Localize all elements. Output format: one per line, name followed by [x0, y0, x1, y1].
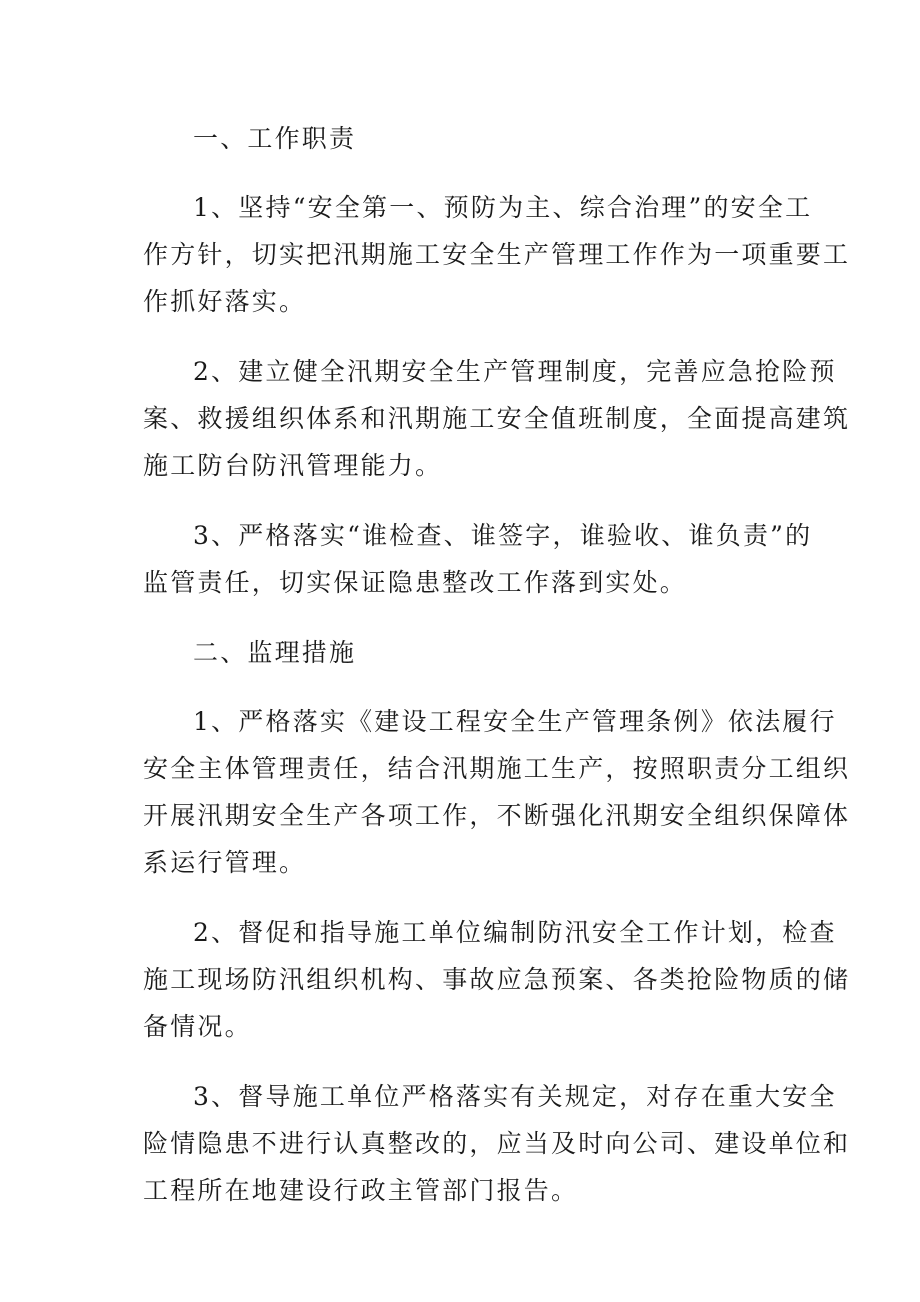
text-line: 作方针，切实把汛期施工安全生产管理工作作为一项重要工: [143, 240, 851, 269]
duty-item-2: [143, 348, 851, 489]
text-line: 案、救援组织体系和汛期施工安全值班制度，全面提高建筑: [143, 404, 851, 433]
text-line: 险情隐患不进行认真整改的，应当及时向公司、建设单位和: [143, 1129, 851, 1158]
text-line: 2、建立健全汛期安全生产管理制度，完善应急抢险预: [193, 357, 837, 386]
text-line: 系运行管理。: [143, 848, 307, 877]
text-line: 3、严格落实“谁检查、谁签字，谁验收、谁负责”的: [193, 521, 813, 550]
text-line: 作抓好落实。: [143, 287, 307, 316]
text-line: 施工现场防汛组织机构、事故应急预案、各类抢险物质的储: [143, 965, 851, 994]
measure-item-2: [143, 909, 851, 1050]
text-line: 安全主体管理责任，结合汛期施工生产，按照职责分工组织: [143, 754, 851, 783]
text-line: 3、督导施工单位严格落实有关规定，对存在重大安全: [193, 1082, 837, 1111]
text-line: 1、严格落实《建设工程安全生产管理条例》依法履行: [193, 707, 837, 736]
text-line: 备情况。: [143, 1012, 252, 1041]
document-body: [143, 115, 851, 1237]
duty-item-1: [143, 184, 851, 325]
text-line: 开展汛期安全生产各项工作，不断强化汛期安全组织保障体: [143, 801, 851, 830]
text-line: 施工防台防汛管理能力。: [143, 451, 443, 480]
measure-item-1: [143, 698, 851, 886]
text-line: 监管责任，切实保证隐患整改工作落到实处。: [143, 568, 688, 597]
section-heading-measures: 二、监理措施: [193, 638, 357, 667]
section-heading-duties: 一、工作职责: [193, 124, 357, 153]
text-line: 1、坚持“安全第一、预防为主、综合治理”的安全工: [193, 193, 813, 222]
text-line: 工程所在地建设行政主管部门报告。: [143, 1176, 579, 1205]
measure-item-3: [143, 1073, 851, 1214]
text-line: 2、督促和指导施工单位编制防汛安全工作计划，检查: [193, 918, 837, 947]
duty-item-3: [143, 512, 813, 606]
